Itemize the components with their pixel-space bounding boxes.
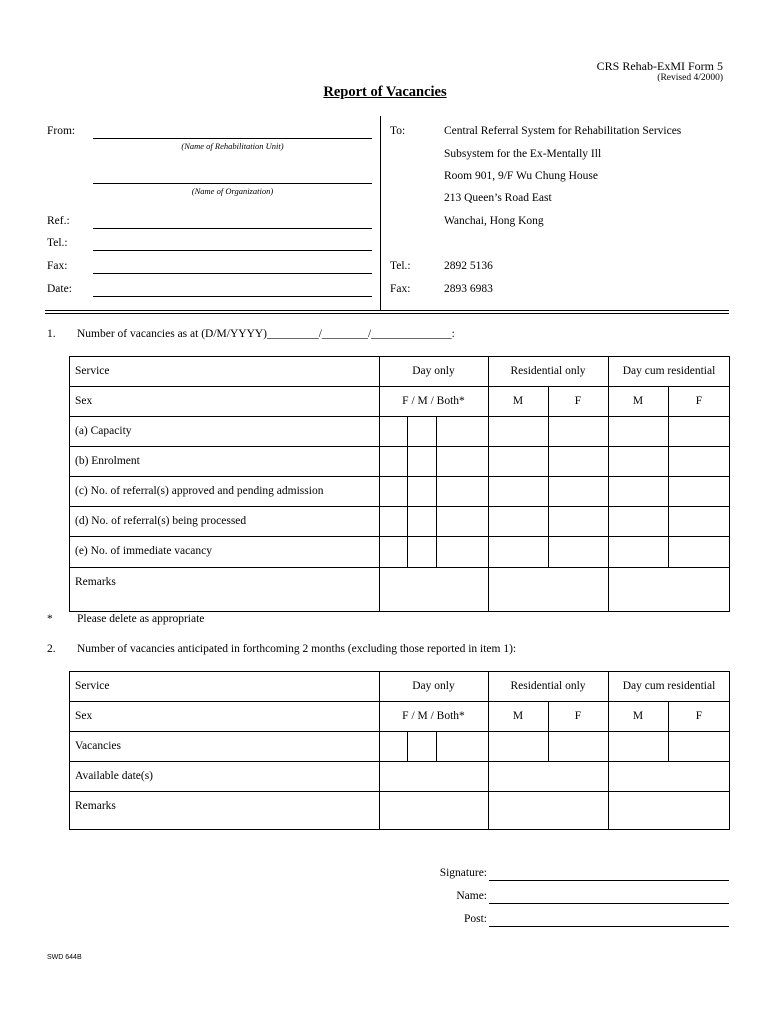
sex-m-header: M xyxy=(512,710,524,722)
date-field[interactable] xyxy=(93,296,372,297)
post-field[interactable] xyxy=(489,926,729,927)
sex-m-header: M xyxy=(632,710,644,722)
sex-f-header: F xyxy=(574,395,582,407)
table1-hline xyxy=(69,446,730,447)
table2-vline xyxy=(379,671,380,830)
organization-field[interactable] xyxy=(93,183,372,184)
address-line: Subsystem for the Ex-Mentally Ill xyxy=(444,148,602,160)
row-immediate-vacancy: (e) No. of immediate vacancy xyxy=(75,545,212,557)
service-header: Service xyxy=(75,680,110,692)
day-cum-residential-header: Day cum residential xyxy=(622,680,716,692)
organization-caption: (Name of Organization) xyxy=(191,186,274,196)
rehab-unit-field[interactable] xyxy=(93,138,372,139)
table2-vline xyxy=(488,671,489,830)
form-code: SWD 644B xyxy=(47,954,82,961)
fax-field[interactable] xyxy=(93,273,372,274)
rehab-unit-caption: (Name of Rehabilitation Unit) xyxy=(181,141,284,151)
from-label: From: xyxy=(47,125,76,137)
footnote-mark: * xyxy=(47,613,53,625)
to-label: To: xyxy=(390,125,406,137)
to-fax-value: 2893 6983 xyxy=(444,283,493,295)
block-divider xyxy=(380,116,381,311)
section1-heading: Number of vacancies as at (D/M/YYYY)_________/________/______________: xyxy=(77,328,455,340)
to-tel-value: 2892 5136 xyxy=(444,260,493,272)
day-cum-residential-header: Day cum residential xyxy=(622,365,716,377)
sex-f-header: F xyxy=(574,710,582,722)
row-capacity: (a) Capacity xyxy=(75,425,132,437)
sex-day-header: F / M / Both* xyxy=(402,395,465,407)
service-header: Service xyxy=(75,365,110,377)
table1-vline xyxy=(436,416,437,568)
to-fax-label: Fax: xyxy=(390,283,411,295)
sex-header: Sex xyxy=(75,710,93,722)
table1-hline xyxy=(69,506,730,507)
table2-border xyxy=(69,671,730,830)
table1-hline xyxy=(69,386,730,387)
name-label: Name: xyxy=(456,890,487,902)
name-field[interactable] xyxy=(489,903,729,904)
table2-vline xyxy=(407,731,408,762)
footnote: Please delete as appropriate xyxy=(77,613,205,625)
sex-header: Sex xyxy=(75,395,93,407)
sex-f-header: F xyxy=(695,710,703,722)
table2-vline xyxy=(608,671,609,830)
table2-hline xyxy=(69,731,730,732)
residential-only-header: Residential only xyxy=(510,365,586,377)
section2-heading: Number of vacancies anticipated in forthcoming 2 months (excluding those reported in item 1): xyxy=(77,643,517,655)
sex-m-header: M xyxy=(632,395,644,407)
page-title: Report of Vacancies xyxy=(323,84,447,100)
table1-vline xyxy=(668,386,669,568)
section2-number: 2. xyxy=(47,643,56,655)
row-remarks: Remarks xyxy=(75,800,116,812)
row-vacancies: Vacancies xyxy=(75,740,121,752)
residential-only-header: Residential only xyxy=(510,680,586,692)
revised-date: (Revised 4/2000) xyxy=(657,73,723,83)
row-remarks: Remarks xyxy=(75,576,116,588)
table1-vline xyxy=(548,386,549,568)
post-label: Post: xyxy=(463,913,487,925)
address-line: Central Referral System for Rehabilitation Services xyxy=(444,125,682,137)
section1-number: 1. xyxy=(47,328,56,340)
table2-hline xyxy=(69,761,730,762)
table2-hline xyxy=(69,701,730,702)
row-referrals-processed: (d) No. of referral(s) being processed xyxy=(75,515,247,527)
table1-hline xyxy=(69,567,730,568)
table1-hline xyxy=(69,416,730,417)
double-rule xyxy=(45,310,729,314)
tel-label: Tel.: xyxy=(47,237,68,249)
address-line: Wanchai, Hong Kong xyxy=(444,215,544,227)
to-tel-label: Tel.: xyxy=(390,260,411,272)
sex-m-header: M xyxy=(512,395,524,407)
table1-hline xyxy=(69,536,730,537)
fax-label: Fax: xyxy=(47,260,68,272)
signature-field[interactable] xyxy=(489,880,729,881)
signature-label: Signature: xyxy=(439,867,487,879)
day-only-header: Day only xyxy=(412,680,455,692)
sex-f-header: F xyxy=(695,395,703,407)
ref-label: Ref.: xyxy=(47,215,70,227)
row-available-dates: Available date(s) xyxy=(75,770,154,782)
table2-vline xyxy=(436,731,437,762)
form-id: CRS Rehab-ExMI Form 5 xyxy=(596,59,723,73)
tel-field[interactable] xyxy=(93,250,372,251)
day-only-header: Day only xyxy=(412,365,455,377)
address-line: Room 901, 9/F Wu Chung House xyxy=(444,170,598,182)
row-referrals-approved: (c) No. of referral(s) approved and pending admission xyxy=(75,485,324,497)
table2-hline xyxy=(69,791,730,792)
row-enrolment: (b) Enrolment xyxy=(75,455,140,467)
sex-day-header: F / M / Both* xyxy=(402,710,465,722)
table1-hline xyxy=(69,476,730,477)
date-label: Date: xyxy=(47,283,72,295)
address-line: 213 Queen’s Road East xyxy=(444,192,552,204)
table1-vline xyxy=(407,416,408,568)
ref-field[interactable] xyxy=(93,228,372,229)
